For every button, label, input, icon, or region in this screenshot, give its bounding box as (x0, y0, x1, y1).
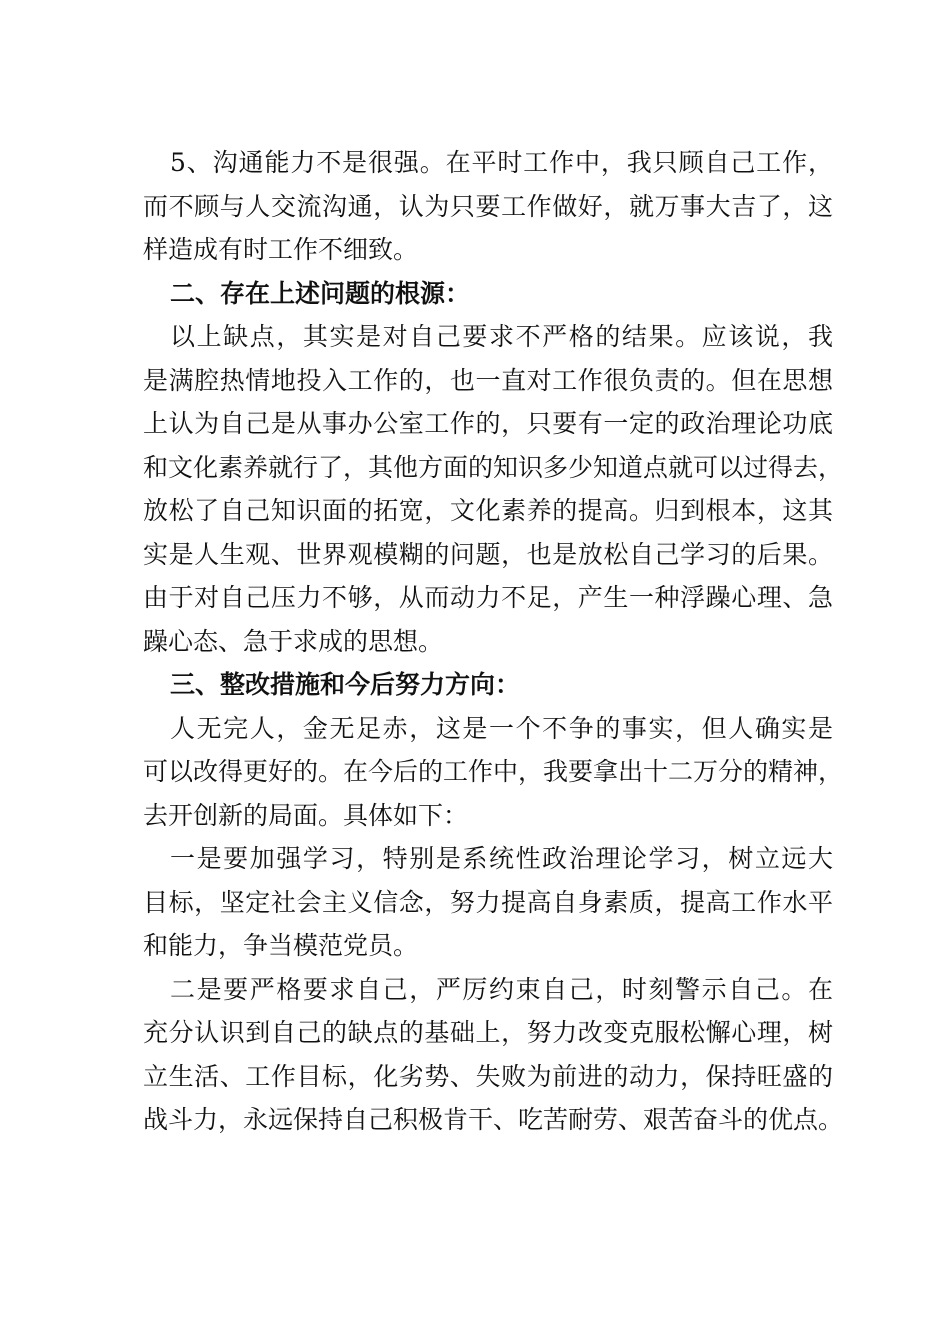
text-line: 去开创新的局面。具体如下： (143, 800, 469, 830)
text-line: 由于对自己压力不够，从而动力不足，产生一种浮躁心理、急 (143, 583, 833, 612)
text-line: 可以改得更好的。在今后的工作中，我要拿出十二万分的精神， (143, 757, 844, 786)
text-line: 和文化素养就行了，其他方面的知识多少知道点就可以过得去， (143, 452, 844, 482)
text-line: 以上缺点，其实是对自己要求不严格的结果。应该说，我 (170, 322, 833, 351)
text-line: 上认为自己是从事办公室工作的，只要有一定的政治理论功底 (143, 409, 833, 438)
paragraph-root-cause (143, 315, 844, 663)
text-line: 战斗力，永远保持自己积极肯干、吃苦耐劳、艰苦奋斗的优点。 (143, 1105, 844, 1134)
paragraph-intro (143, 707, 844, 838)
paragraph-communication (143, 141, 833, 272)
section-heading-root-cause (143, 272, 833, 316)
text-line: 是满腔热情地投入工作的，也一直对工作很负责的。但在思想 (143, 365, 833, 395)
text-line: 实是人生观、世界观模糊的问题，也是放松自己学习的后果。 (143, 539, 833, 569)
text-line: 躁心态、急于求成的思想。 (143, 626, 444, 656)
heading-line: 二、存在上述问题的根源： (170, 278, 471, 308)
text-line: 目标，坚定社会主义信念，努力提高自身素质，提高工作水平 (143, 887, 833, 917)
text-line: 二是要严格要求自己，严厉约束自己，时刻警示自己。在 (170, 974, 833, 1004)
text-line: 放松了自己知识面的拓宽，文化素养的提高。归到根本，这其 (143, 496, 833, 525)
text-line: 和能力，争当模范党员。 (143, 931, 419, 960)
text-line: 人无完人，金无足赤，这是一个不争的事实，但人确实是 (170, 713, 833, 743)
document-body (143, 141, 844, 1142)
paragraph-measure-1 (143, 837, 833, 968)
section-heading-measures (143, 663, 833, 707)
text-line: 5、沟通能力不是很强。在平时工作中，我只顾自己工作， (170, 148, 833, 177)
text-line: 而不顾与人交流沟通，认为只要工作做好，就万事大吉了，这 (143, 191, 833, 221)
text-line: 样造成有时工作不细致。 (143, 235, 419, 264)
text-line: 立生活、工作目标，化劣势、失败为前进的动力，保持旺盛的 (143, 1061, 833, 1091)
paragraph-measure-2 (143, 968, 844, 1142)
heading-line: 三、整改措施和今后努力方向： (170, 670, 521, 699)
text-line: 一是要加强学习，特别是系统性政治理论学习，树立远大 (170, 844, 833, 873)
text-line: 充分认识到自己的缺点的基础上，努力改变克服松懈心理，树 (143, 1018, 833, 1047)
